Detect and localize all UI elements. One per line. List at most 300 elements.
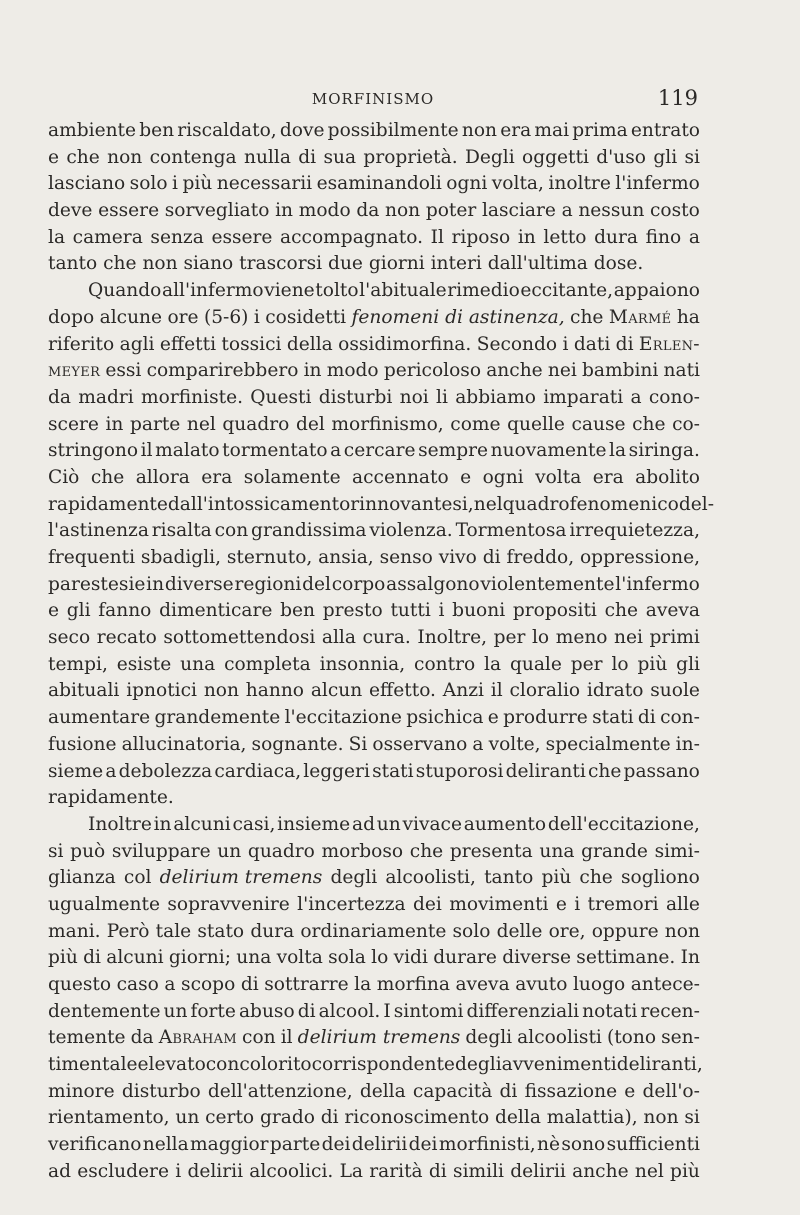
- word: morfiniste.: [141, 386, 243, 408]
- word: oppressione,: [579, 547, 700, 568]
- word: propositi: [512, 600, 597, 622]
- page-number: 119: [657, 86, 698, 110]
- word: un: [175, 1107, 200, 1129]
- text-line: [48, 412, 700, 439]
- word: cardiaca,: [214, 760, 302, 782]
- text-line: [48, 945, 700, 972]
- word: a: [330, 440, 342, 462]
- word: degli: [330, 867, 378, 889]
- word: riposo: [451, 226, 511, 248]
- word: Erlen-: [638, 333, 700, 355]
- text-line: [48, 732, 700, 759]
- word: assalgono: [386, 573, 480, 595]
- word: non: [461, 120, 498, 141]
- word: morfinisti,: [438, 1134, 536, 1156]
- word: dell'attenzione,: [207, 1080, 353, 1102]
- word: a: [472, 733, 484, 755]
- word: fino: [645, 226, 682, 248]
- word: noi: [399, 386, 429, 408]
- word: eccitante,: [520, 280, 614, 302]
- body-text: [48, 118, 714, 1186]
- word: dentemente: [48, 1000, 161, 1022]
- word: entrato: [630, 120, 700, 141]
- word: fenomeni di astinenza,: [351, 306, 565, 328]
- word: dei: [412, 893, 442, 915]
- word: di: [83, 947, 101, 969]
- word: tale: [155, 920, 192, 942]
- word: sono: [561, 1134, 606, 1156]
- word: nella: [142, 1134, 189, 1156]
- word: una: [236, 947, 272, 969]
- word: durare: [433, 947, 497, 969]
- word: quadro: [247, 840, 315, 862]
- text-line: [48, 865, 700, 892]
- word: un: [217, 840, 242, 862]
- word: stati: [372, 760, 414, 782]
- word: differenziali: [466, 1000, 580, 1022]
- word: volte,: [488, 733, 541, 755]
- word: come: [450, 413, 501, 435]
- word: l'astinenza: [48, 520, 149, 542]
- word: dall'intossicamento: [167, 493, 351, 515]
- word: non: [664, 920, 700, 942]
- word: agli: [119, 333, 155, 355]
- word: grandissima: [251, 520, 367, 542]
- word: primi: [649, 627, 700, 649]
- word: questo: [48, 974, 112, 995]
- word: da: [356, 200, 380, 222]
- word: che: [587, 760, 622, 782]
- word: La: [339, 1160, 363, 1182]
- word: siano: [183, 253, 240, 275]
- word: deliranti: [505, 760, 586, 782]
- word: nel: [473, 493, 503, 515]
- word: volta: [276, 947, 323, 969]
- word: parte: [129, 413, 181, 435]
- word: più: [541, 867, 572, 889]
- word: più: [182, 173, 213, 195]
- word: l'abituale: [359, 280, 447, 302]
- word: morfina: [376, 974, 450, 995]
- word: sufficienti: [606, 1134, 700, 1156]
- word: passano: [623, 760, 700, 782]
- word: senso: [379, 547, 433, 568]
- word: dura: [594, 226, 638, 248]
- word: degli: [465, 1027, 513, 1049]
- word: sognante.: [251, 733, 344, 755]
- word: e: [48, 600, 60, 622]
- word: rientamento,: [48, 1107, 170, 1129]
- word: aumento: [463, 813, 547, 835]
- text-line: [48, 1159, 700, 1186]
- word: insonnia,: [319, 653, 406, 675]
- word: gli: [653, 146, 678, 168]
- word: Degli: [464, 146, 515, 168]
- text-line: [48, 1132, 700, 1159]
- text-line: [48, 518, 700, 545]
- word: tanto: [484, 867, 534, 889]
- word: la: [609, 440, 627, 462]
- word: nel: [186, 413, 216, 435]
- word: Il: [430, 226, 444, 248]
- word: deliranti,: [616, 1054, 703, 1076]
- word: presto: [322, 600, 383, 622]
- word: non: [643, 1107, 679, 1129]
- text-line: [48, 652, 700, 679]
- word: escludere: [77, 1160, 169, 1182]
- text-line: [48, 598, 700, 625]
- word: scopo: [181, 974, 236, 995]
- word: timentale: [48, 1054, 138, 1076]
- word: costo: [650, 200, 700, 222]
- word: non: [203, 680, 239, 702]
- word: abbiamo: [455, 386, 536, 408]
- word: freddo,: [506, 547, 575, 568]
- word: lo: [611, 653, 629, 675]
- word: un: [163, 1000, 188, 1022]
- word: sopravvenire: [167, 893, 290, 915]
- word: aveva: [645, 600, 700, 622]
- word: rimedio: [447, 280, 520, 302]
- word: rapidamente: [48, 493, 168, 515]
- word: co-: [672, 413, 700, 435]
- word: vivace: [402, 813, 462, 835]
- word: suole: [650, 680, 700, 702]
- word: effetto.: [369, 680, 436, 702]
- word: parte: [269, 1134, 321, 1156]
- word: mai: [534, 120, 570, 141]
- word: a: [688, 226, 700, 248]
- word: sempre: [418, 440, 489, 462]
- word: e: [48, 146, 60, 168]
- word: era: [201, 466, 233, 488]
- word: (tono: [606, 1027, 657, 1049]
- word: lasciano: [48, 173, 126, 195]
- word: da: [48, 386, 71, 408]
- text-line: [48, 1079, 700, 1106]
- word: l'infermo: [615, 573, 700, 595]
- word: con: [214, 520, 249, 542]
- word: dose.: [593, 253, 644, 275]
- word: forte: [190, 1000, 236, 1022]
- word: imparati: [543, 386, 624, 408]
- word: ogni: [446, 173, 488, 195]
- word: colorito: [239, 1054, 312, 1076]
- word: dell'o-: [642, 1080, 700, 1102]
- word: dei: [408, 1134, 438, 1156]
- word: col: [123, 867, 152, 889]
- word: minore: [48, 1080, 115, 1102]
- word: poter: [425, 200, 477, 222]
- word: cause: [571, 413, 626, 435]
- word: sua: [323, 146, 357, 168]
- word: più: [670, 1160, 700, 1182]
- word: non: [107, 146, 143, 168]
- word: interi: [430, 253, 488, 275]
- word: cloralio: [509, 680, 581, 702]
- text-line: [48, 492, 714, 519]
- text-line: [48, 839, 700, 866]
- word: disturbi: [318, 386, 393, 408]
- text-line: [48, 678, 700, 705]
- word: avuto: [515, 974, 568, 995]
- word: in: [146, 573, 165, 595]
- word: dall'ultima: [487, 253, 594, 275]
- word: meno: [555, 627, 608, 649]
- word: di: [428, 1160, 447, 1182]
- word: i: [175, 1160, 182, 1182]
- word: Però: [106, 920, 150, 942]
- word: essi: [105, 360, 142, 382]
- word: tutti: [390, 600, 431, 622]
- word: alcoolisti,: [385, 867, 476, 889]
- word: della: [359, 1080, 406, 1102]
- word: riscaldato,: [177, 120, 277, 141]
- word: che: [103, 253, 143, 275]
- word: anche: [486, 360, 543, 382]
- word: ad: [351, 813, 375, 835]
- word: tremori: [587, 893, 659, 915]
- word: rapidamente.: [48, 787, 174, 809]
- word: Inoltre: [88, 813, 152, 835]
- word: di: [482, 547, 501, 568]
- word: alcoolisti: [517, 1027, 602, 1049]
- word: sbadigli,: [140, 547, 222, 568]
- word: quadro: [502, 493, 570, 515]
- word: Quando: [88, 280, 162, 302]
- word: nessun: [578, 200, 645, 222]
- word: quale: [509, 653, 562, 675]
- word: Secondo: [476, 333, 558, 355]
- word: dura: [250, 920, 295, 942]
- word: trascorsi: [239, 253, 329, 275]
- word: gli: [66, 600, 91, 622]
- word: cura.: [362, 627, 411, 649]
- word: presenta: [449, 840, 533, 862]
- word: riconoscimento: [344, 1107, 490, 1129]
- word: irrequietezza,: [569, 520, 700, 542]
- word: solo: [452, 920, 491, 942]
- word: glianza: [48, 867, 116, 889]
- word: all'infermo: [162, 280, 264, 302]
- word: delirium tremens: [297, 1027, 461, 1049]
- word: prima: [572, 120, 628, 141]
- word: ben: [280, 600, 315, 622]
- word: a: [105, 760, 117, 782]
- word: movimenti: [449, 893, 549, 915]
- word: si: [684, 146, 700, 168]
- word: alcune: [99, 306, 163, 328]
- text-line: [48, 465, 700, 492]
- word: capacità: [412, 1080, 493, 1102]
- word: vidi: [393, 947, 428, 969]
- word: antece-: [630, 974, 700, 995]
- word: camera: [72, 226, 143, 248]
- word: della: [286, 333, 333, 355]
- word: del-: [678, 493, 714, 515]
- word: simi-: [654, 840, 700, 862]
- word: insieme: [277, 813, 351, 835]
- word: sen-: [661, 1027, 700, 1049]
- word: vivo: [438, 547, 477, 568]
- word: Ciò: [48, 466, 80, 488]
- text-line: [48, 785, 700, 812]
- word: stato: [197, 920, 245, 942]
- word: allora: [135, 466, 190, 488]
- word: per: [570, 653, 603, 675]
- word: due: [328, 253, 369, 275]
- word: nati: [663, 360, 700, 382]
- word: siringa.: [628, 440, 700, 462]
- word: malattia),: [546, 1107, 638, 1129]
- text-line: [48, 278, 700, 305]
- word: più: [637, 653, 668, 675]
- text-line: [48, 171, 700, 198]
- word: delirii: [510, 1160, 566, 1182]
- word: modo: [298, 200, 351, 222]
- word: corrispondente: [311, 1054, 455, 1076]
- word: morfinismo,: [331, 413, 444, 435]
- word: sieme: [48, 760, 104, 782]
- word: disturbo: [121, 1080, 201, 1102]
- word: i: [172, 173, 178, 195]
- word: ore,: [548, 920, 586, 942]
- word: esiste: [116, 653, 172, 675]
- word: con-: [660, 707, 700, 729]
- word: abituali: [48, 680, 120, 702]
- word: dell'eccitazione,: [547, 813, 700, 835]
- word: appaiono: [613, 280, 700, 302]
- word: (5-6): [203, 306, 249, 328]
- word: tormentato: [222, 440, 328, 462]
- word: nulla: [243, 146, 291, 168]
- word: alcun: [310, 680, 363, 702]
- word: a: [561, 200, 573, 222]
- text-line: [48, 145, 700, 172]
- word: e: [487, 707, 499, 729]
- word: di: [298, 146, 317, 168]
- word: la: [484, 653, 502, 675]
- word: il: [280, 1027, 293, 1049]
- word: si: [48, 840, 64, 862]
- word: e: [460, 466, 472, 488]
- word: madri: [78, 386, 134, 408]
- word: fenomenico: [569, 493, 679, 515]
- word: abuso: [238, 1000, 295, 1022]
- word: alcoolici.: [249, 1160, 334, 1182]
- word: buoni: [452, 600, 506, 622]
- word: nè: [537, 1134, 561, 1156]
- word: di: [297, 1000, 316, 1022]
- word: diverse: [502, 947, 572, 969]
- word: sintomi: [393, 1000, 464, 1022]
- word: abolito: [635, 466, 700, 488]
- word: della: [495, 1107, 541, 1129]
- word: cosidetti: [265, 306, 347, 328]
- word: delirium tremens: [159, 867, 323, 889]
- word: in: [303, 360, 322, 382]
- word: fanno: [98, 600, 152, 622]
- word: idrato: [586, 680, 644, 702]
- word: ugualmente: [48, 893, 160, 915]
- text-line: [48, 1052, 703, 1079]
- word: bambini: [581, 360, 659, 382]
- word: temente: [48, 1027, 126, 1049]
- text-line: [48, 198, 700, 225]
- word: giorni: [368, 253, 431, 275]
- word: viene: [264, 280, 315, 302]
- word: riferito: [48, 333, 115, 355]
- word: avvenimenti: [501, 1054, 617, 1076]
- word: solo: [129, 173, 168, 195]
- word: era: [592, 466, 624, 488]
- word: era: [500, 120, 532, 141]
- word: che: [570, 306, 604, 328]
- word: specialmente: [545, 733, 671, 755]
- text-line: [48, 545, 700, 572]
- word: degli: [454, 1054, 502, 1076]
- word: solamente: [243, 466, 341, 488]
- word: simili: [453, 1160, 504, 1182]
- word: tanto: [48, 253, 104, 275]
- word: regioni: [234, 573, 302, 595]
- word: e: [624, 1080, 636, 1102]
- word: mani.: [48, 920, 101, 942]
- word: che: [90, 466, 125, 488]
- word: cono-: [648, 386, 700, 408]
- word: In: [680, 947, 700, 969]
- word: d'uso: [596, 146, 647, 168]
- word: verificano: [48, 1134, 142, 1156]
- word: con: [205, 1054, 240, 1076]
- word: certo: [205, 1107, 255, 1129]
- word: oggetti: [522, 146, 589, 168]
- text-line: [48, 1105, 700, 1132]
- word: stuporosi: [415, 760, 504, 782]
- text-line: [48, 572, 700, 599]
- word: alle: [665, 893, 700, 915]
- word: che: [66, 146, 100, 168]
- word: sorvegliato: [164, 200, 270, 222]
- word: esaminandoli: [316, 173, 442, 195]
- word: stati: [592, 707, 634, 729]
- word: recen-: [640, 1000, 700, 1022]
- word: di: [320, 1107, 339, 1129]
- word: delirii: [351, 1134, 408, 1156]
- word: delle: [496, 920, 543, 942]
- word: del: [302, 573, 331, 595]
- word: accennato: [352, 466, 449, 488]
- word: senza: [150, 226, 204, 248]
- word: osservano: [372, 733, 468, 755]
- word: ossidimorfina.: [338, 333, 472, 355]
- word: alcuni: [173, 813, 231, 835]
- text-line: [48, 438, 700, 465]
- word: frequenti: [48, 547, 136, 568]
- word: sviluppare: [111, 840, 211, 862]
- word: settimane.: [576, 947, 676, 969]
- word: volta,: [491, 173, 544, 195]
- word: contro: [414, 653, 476, 675]
- word: essere: [211, 226, 273, 248]
- word: sternuto,: [226, 547, 313, 568]
- word: violentemente: [480, 573, 615, 595]
- word: recato: [96, 627, 157, 649]
- text-line: [48, 225, 700, 252]
- word: gli: [676, 653, 700, 675]
- text-line: [48, 358, 700, 385]
- word: notati: [582, 1000, 638, 1022]
